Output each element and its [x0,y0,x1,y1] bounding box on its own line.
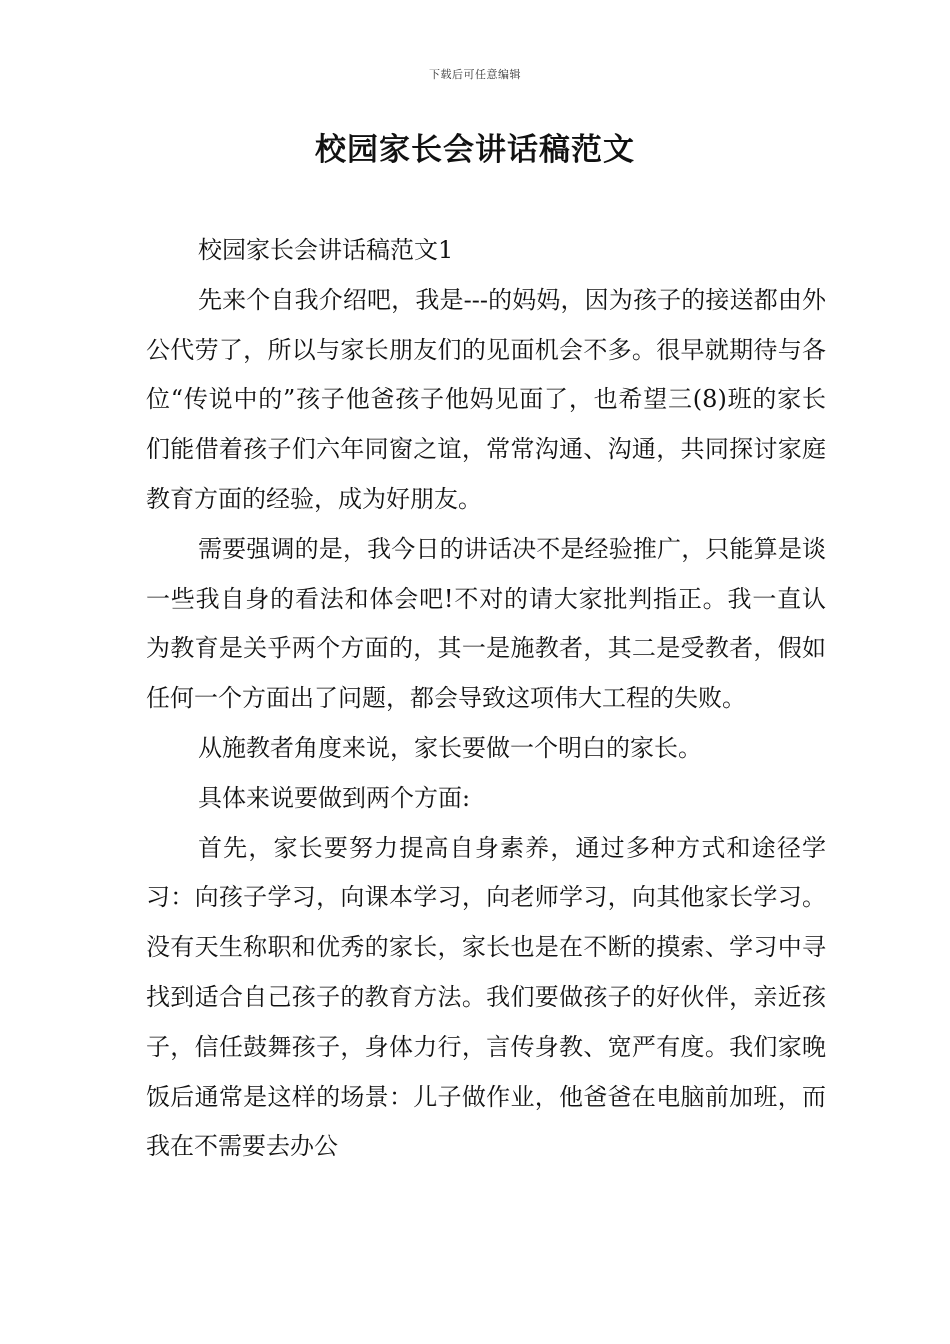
paragraph: 首先，家长要努力提高自身素养，通过多种方式和途径学习：向孩子学习，向课本学习，向老师学习，向其他家长学习。没有天生称职和优秀的家长，家长也是在不断的摸索、学习中寻找到适合自己孩子的教育方法。我们要做孩子的好伙伴，亲近孩子，信任鼓舞孩子，身体力行，言传身教、宽严有度。我们家晚饭后通常是这样的场景：儿子做作业，他爸爸在电脑前加班，而我在不需要去办公 [146,833,826,1161]
document-body [146,226,826,1172]
paragraph: 先来个自我介绍吧，我是---的妈妈，因为孩子的接送都由外公代劳了，所以与家长朋友们的见面机会不多。很早就期待与各位“传说中的”孩子他爸孩子他妈见面了，也希望三(8)班的家长们能借着孩子们六年同窗之谊，常常沟通、沟通，共同探讨家庭教育方面的经验，成为好朋友。 [146,285,826,513]
document-title: 校园家长会讲话稿范文 [315,132,635,168]
paragraph: 从施教者角度来说，家长要做一个明白的家长。 [198,733,702,762]
header-note: 下载后可任意编辑 [429,68,521,81]
paragraph: 具体来说要做到两个方面: [198,783,471,812]
paragraph: 需要强调的是，我今日的讲话决不是经验推广，只能算是谈一些我自身的看法和体会吧!不对的请大家批判指正。我一直认为教育是关乎两个方面的，其一是施教者，其二是受教者，假如任何一个方面出了问题，都会导致这项伟大工程的失败。 [146,534,826,713]
paragraph-subtitle: 校园家长会讲话稿范文1 [198,236,454,264]
